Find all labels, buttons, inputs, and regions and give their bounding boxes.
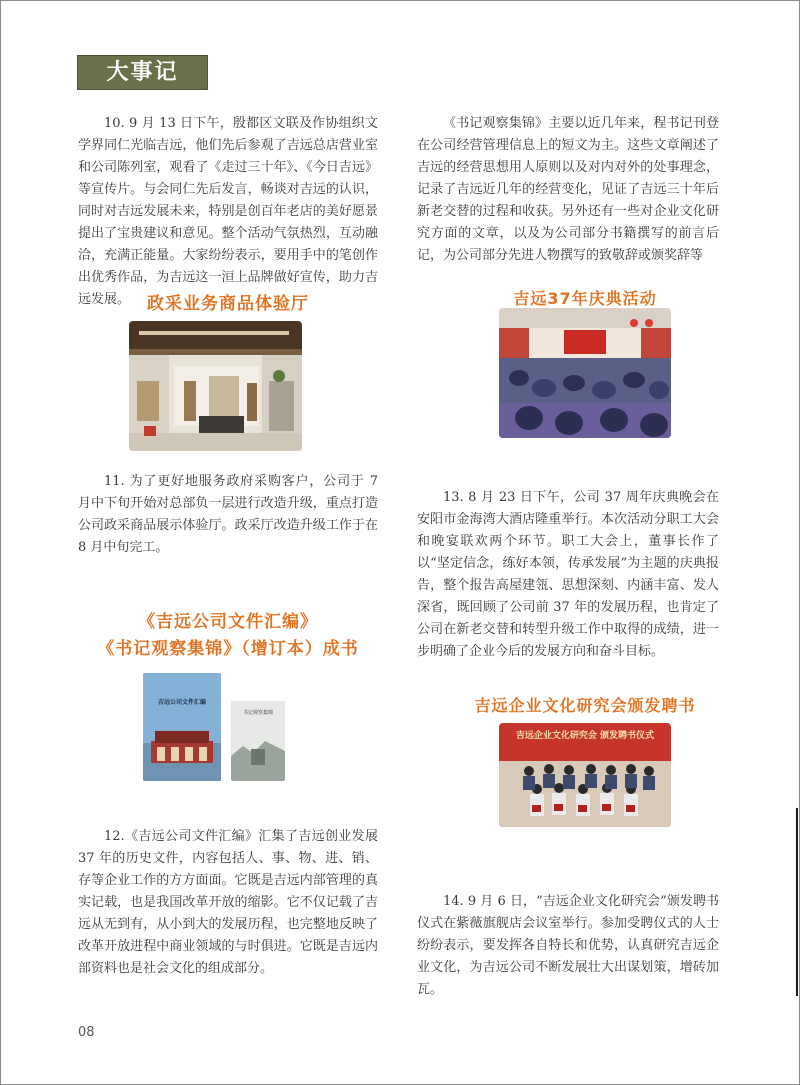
paragraph-item-13 <box>417 487 719 663</box>
ceremony-banner-text: 吉远企业文化研究会 颁发聘书仪式 <box>515 731 655 741</box>
paragraph-item-10 <box>78 113 378 311</box>
paragraph-item-14 <box>417 891 719 1001</box>
item-11-text: 11. 为了更好地服务政府采购客户，公司于 7 月中下旬开始对总部负一层进行改造升级，重点打造公司政采商品展示体验厅。政采厅改造升级工作于在 8 月中旬完工。 <box>78 474 378 555</box>
item-14-text: 14. 9 月 6 日，“吉远企业文化研究会”颁发聘书仪式在紫薇旗舰店会议室举行。参加受聘仪式的人士纷纷表示，要发挥各自特长和优势，认真研究吉远企业文化，为吉远公司不断发展壮大出谋划策，增砖加瓦。 <box>417 894 719 997</box>
paragraph-item-12 <box>78 826 378 980</box>
anniversary-photo <box>499 308 671 438</box>
book-cover-2-title: 书记观察集锦 <box>243 710 274 716</box>
paragraph-item-11 <box>78 471 378 559</box>
paragraph-book-intro <box>417 113 719 267</box>
section-title: 大事记 <box>77 55 208 90</box>
book-cover-document-compilation <box>143 673 221 781</box>
caption-anniversary: 吉远37年庆典活动 <box>513 289 657 308</box>
caption-books-line-1: 《吉远公司文件汇编》 <box>138 612 318 632</box>
item-13-text: 13. 8 月 23 日下午，公司 37 周年庆典晚会在安阳市金海湾大酒店隆重举行。本次活动分职工大会和晚宴联欢两个环节。职工大会上，董事长作了以“坚定信念，练好本领，传承发展”为主题的庆典报告，整个报告高屋建瓴、思想深刻、内涵丰富、发人深省，既回顾了公司前 37 年的发展历程，也肯定了公司在新老交替和转型升级工作中取得的成绩，进一步明确了企业今后的发展方向和奋斗目标。 <box>417 490 719 659</box>
book-intro-text: 《书记观察集锦》主要以近几年来，程书记刊登在公司经营管理信息上的短文为主。这些文章阐述了吉远的经营思想用人原则以及对内对外的处事理念，记录了吉远近几年的经营变化，见证了吉远三十年后新老交替的过程和收获。另外还有一些对企业文化研究方面的文章，以及为公司部分书籍撰写的前言后记，为公司部分先进人物撰写的致敬辞或颁奖辞等 <box>417 116 719 263</box>
caption-books-line-2: 《书记观察集锦》（增订本）成书 <box>97 639 359 659</box>
experience-hall-photo <box>129 321 302 451</box>
caption-experience-hall: 政采业务商品体验厅 <box>147 294 309 314</box>
research-society-ceremony-photo <box>499 723 671 827</box>
item-12-text: 12.《吉远公司文件汇编》汇集了吉远创业发展 37 年的历史文件，内容包括人、事、物、进、销、存等企业工作的方方面面。它既是吉远内部管理的真实记载，也是我国改革开放的缩影。它不仅记载了吉远从无到有，从小到大的发展历程，也完整地反映了改革开放进程中商业领域的与时俱进。它既是吉远内部资料也是社会文化的组成部分。 <box>78 829 378 976</box>
caption-research-society: 吉远企业文化研究会颁发聘书 <box>474 696 696 715</box>
page-number: 08 <box>78 1025 95 1040</box>
book-cover-secretary-observations <box>231 701 285 781</box>
book-cover-1-title: 吉远公司文件汇编 <box>157 699 206 706</box>
item-10-text: 10. 9 月 13 日下午，殷都区文联及作协组织文学界同仁光临吉远，他们先后参观了吉远总店营业室和公司陈列室，观看了《走过三十年》、《今日吉远》等宣传片。与会同仁先后发言，畅谈对吉远的认识，同时对吉远发展未来，特别是创百年老店的美好愿景提出了宝贵建议和意见。整个活动气氛热烈，互动融洽，充满正能量。大家纷纷表示，要用手中的笔创作出优秀作品，为吉远这一洹上品牌做好宣传，助力吉远发展。 <box>78 116 378 307</box>
margin-rule <box>796 808 798 996</box>
